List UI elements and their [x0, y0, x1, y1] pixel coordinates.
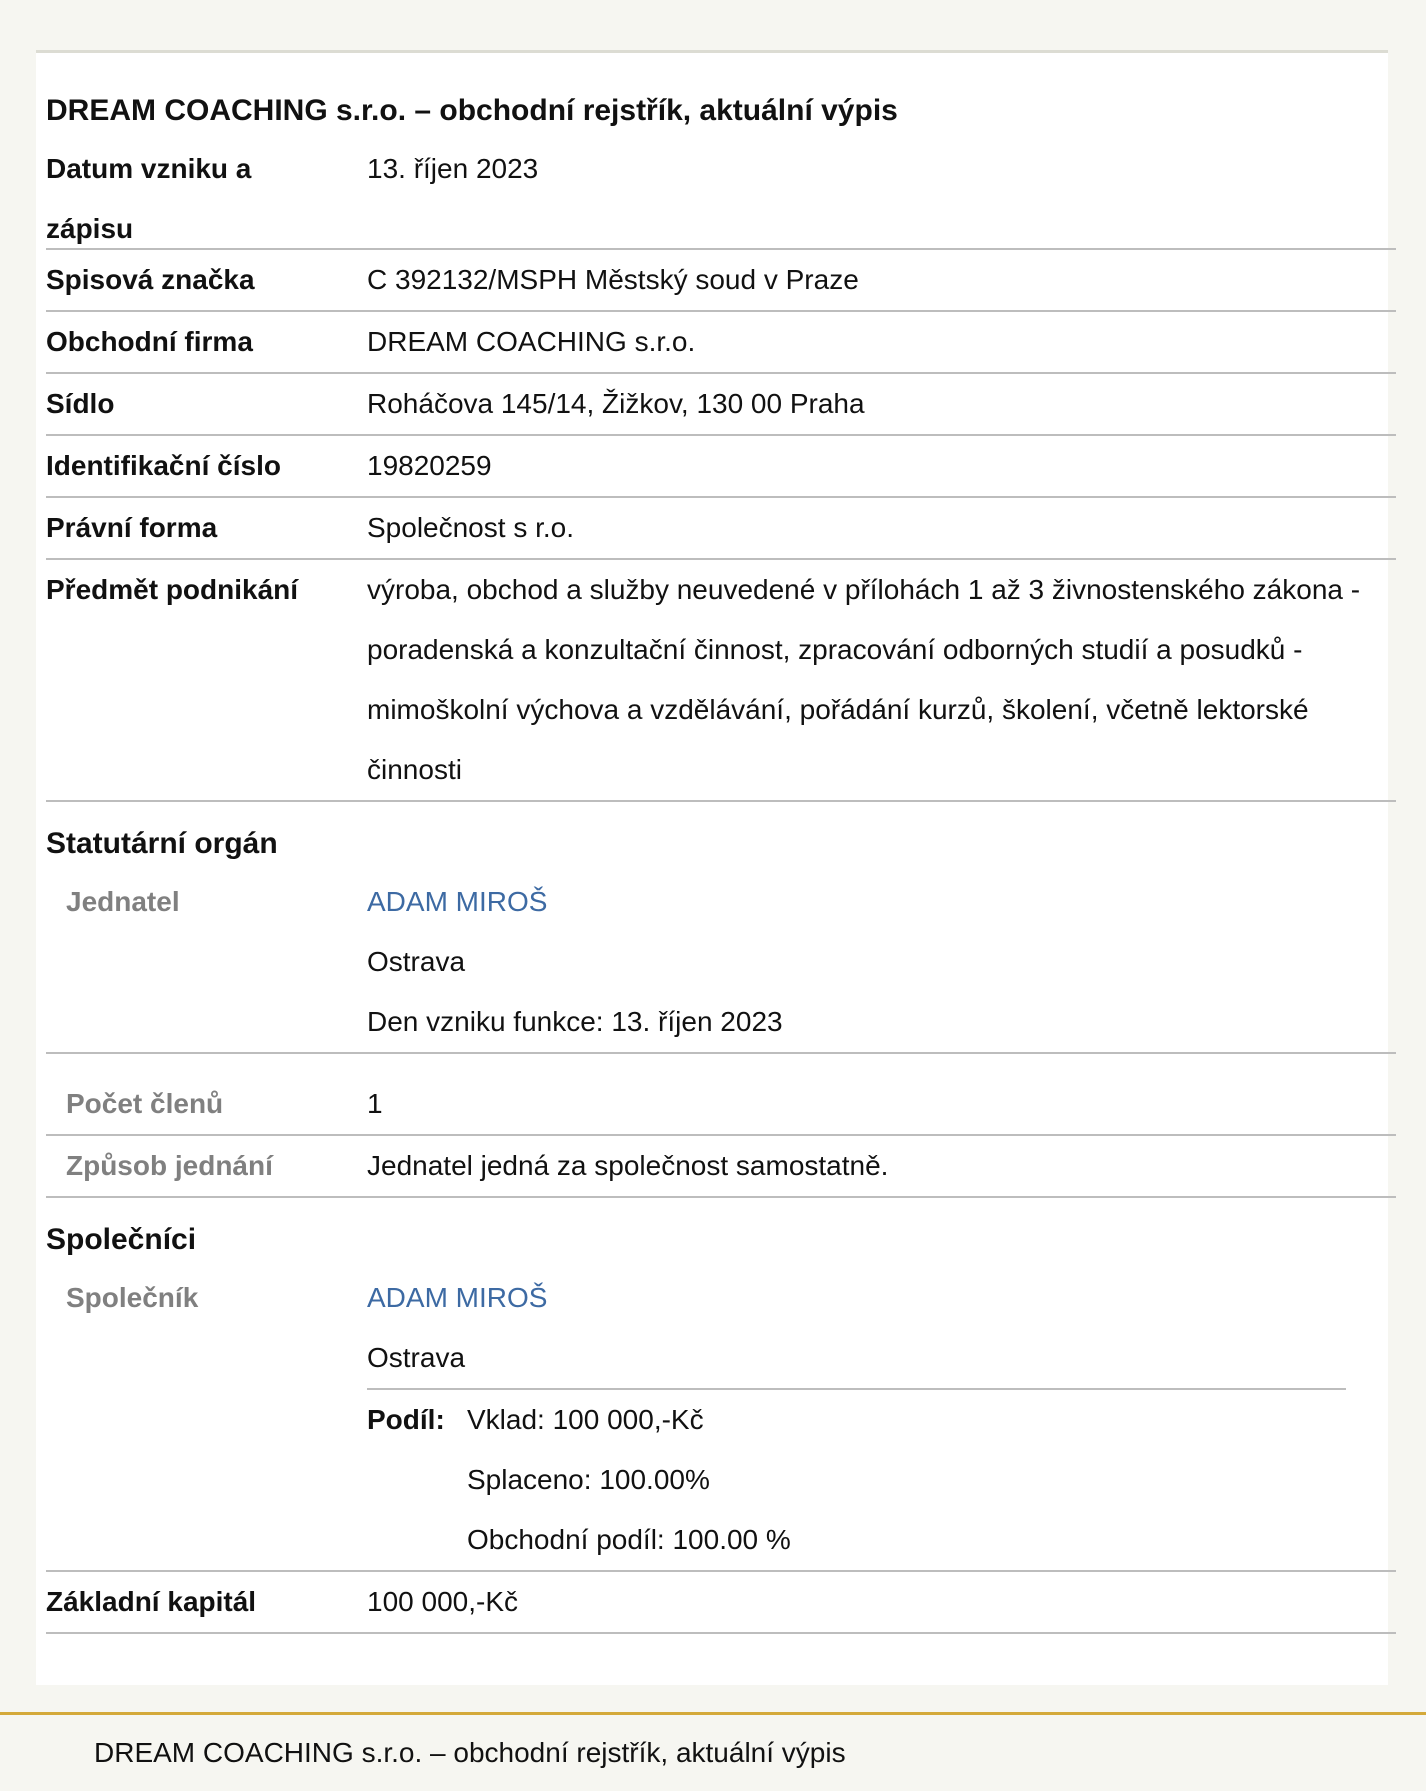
podil-obchodni-podil: Obchodní podíl: 100.00 % — [467, 1524, 791, 1555]
podil-splaceno: Splaceno: 100.00% — [467, 1464, 710, 1495]
value-pocet-clenu: 1 — [367, 1088, 383, 1119]
label-sidlo: Sídlo — [46, 388, 115, 419]
label-predmet-podnikani: Předmět podnikání — [46, 574, 299, 605]
row-spolecnik — [46, 1268, 1396, 1572]
value-predmet-podnikani: výroba, obchod a služby neuvedené v přílohách 1 až 3 živnostenského zákona - poradenská a konzultační činnost, zpracování odborných studií a posudků - mimoškolní výchova a vzdělávání, pořádání kurzů, školení, včetně lektorské činnosti — [367, 574, 1361, 785]
jednatel-den-vzniku: Den vzniku funkce: 13. říjen 2023 — [367, 1006, 783, 1037]
footer-title: DREAM COACHING s.r.o. – obchodní rejstřík, aktuální výpis — [94, 1737, 846, 1768]
label-jednatel: Jednatel — [66, 886, 180, 917]
page-title: DREAM COACHING s.r.o. – obchodní rejstřík, aktuální výpis — [46, 94, 898, 127]
spolecnik-name-link[interactable]: ADAM MIROŠ — [367, 1282, 548, 1313]
value-sidlo: Roháčova 145/14, Žižkov, 130 00 Praha — [367, 388, 865, 419]
section-statutarni-organ: Statutární orgán — [46, 827, 278, 860]
value-obchodni-firma: DREAM COACHING s.r.o. — [367, 326, 696, 357]
row-datum-vzniku — [46, 139, 1396, 250]
row-pocet-clenu — [46, 1054, 1396, 1136]
row-sidlo — [46, 374, 1396, 436]
row-zpusob-jednani — [46, 1136, 1396, 1198]
value-zakladni-kapital: 100 000,-Kč — [367, 1586, 518, 1617]
label-pravni-forma: Právní forma — [46, 512, 218, 543]
value-datum-vzniku: 13. říjen 2023 — [367, 153, 539, 184]
label-zpusob-jednani: Způsob jednání — [66, 1150, 273, 1181]
spolecnik-details — [367, 1268, 1396, 1570]
label-ico: Identifikační číslo — [46, 450, 281, 481]
label-spisova-znacka: Spisová značka — [46, 264, 255, 295]
spolecnik-city: Ostrava — [367, 1342, 466, 1373]
jednatel-city: Ostrava — [367, 946, 466, 977]
value-pravni-forma: Společnost s r.o. — [367, 512, 575, 543]
section-spolecnici: Společníci — [46, 1223, 197, 1256]
value-ico: 19820259 — [367, 450, 492, 481]
label-pocet-clenu: Počet členů — [66, 1088, 224, 1119]
label-spolecnik: Společník — [66, 1282, 199, 1313]
podil-block — [367, 1390, 1376, 1570]
value-spisova-znacka: C 392132/MSPH Městský soud v Praze — [367, 264, 859, 295]
row-predmet-podnikani — [46, 560, 1396, 802]
row-obchodni-firma — [46, 312, 1396, 374]
podil-values — [467, 1390, 791, 1570]
jednatel-name-link[interactable]: ADAM MIROŠ — [367, 886, 548, 917]
row-zakladni-kapital — [46, 1572, 1396, 1634]
page-footer — [0, 1712, 1426, 1791]
row-jednatel — [46, 872, 1396, 1054]
jednatel-details — [367, 872, 1396, 1052]
row-pravni-forma — [46, 498, 1396, 560]
label-obchodni-firma: Obchodní firma — [46, 326, 253, 357]
value-zpusob-jednani: Jednatel jedná za společnost samostatně. — [367, 1150, 889, 1181]
row-ico — [46, 436, 1396, 498]
label-datum-vzniku: Datum vzniku a zápisu — [46, 153, 252, 244]
podil-vklad: Vklad: 100 000,-Kč — [467, 1404, 704, 1435]
row-spisova-znacka — [46, 250, 1396, 312]
podil-label: Podíl: — [367, 1404, 445, 1435]
register-extract-content — [46, 91, 1396, 1634]
register-extract-card — [36, 50, 1388, 1685]
label-zakladni-kapital: Základní kapitál — [46, 1586, 257, 1617]
